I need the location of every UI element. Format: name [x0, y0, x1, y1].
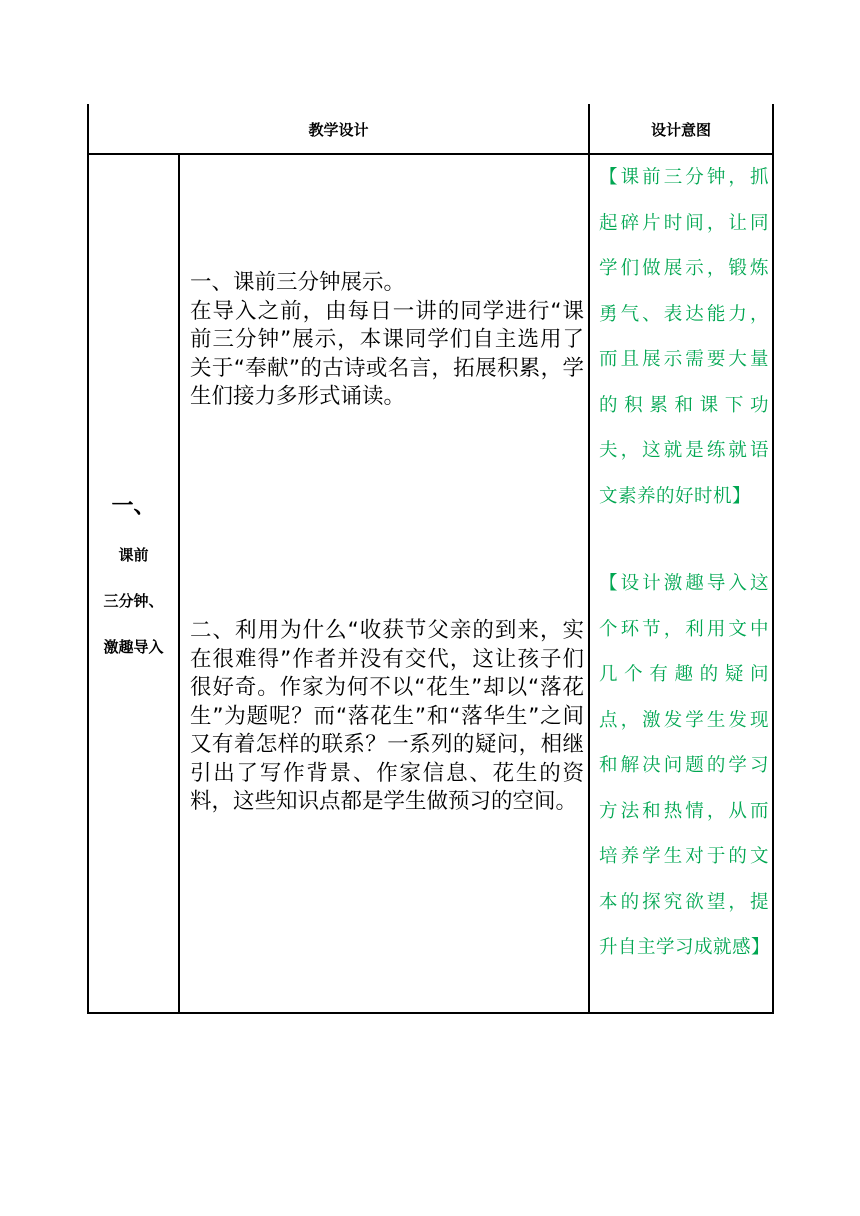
part1-body: 在导入之前，由每日一讲的同学进行“课前三分钟”展示，本课同学们自主选用了关于“奉献”的古诗或名言，拓展积累，学生们接力多形式诵读。 — [190, 298, 584, 409]
teaching-design-title: 教学设计 — [308, 120, 369, 139]
design-intent-title: 设计意图 — [650, 120, 711, 139]
table-bottom-border — [87, 1012, 774, 1014]
section-label-line3: 激趣导入 — [103, 638, 164, 656]
part1-heading: 一、课前三分钟展示。 — [190, 270, 406, 295]
table-right-border — [772, 104, 774, 1014]
part2-body: 二、利用为什么“收获节父亲的到来，实在很难得”作者并没有交代，这让孩子们很好奇。作家为何不以“花生”却以“落花生”为题呢？而“落花生”和“落华生”之间又有着怎样的联系？一系列的疑问，相继引出了写作背景、作家信息、花生的资料，这些知识点都是学生做预习的空间。 — [190, 618, 584, 814]
section-label-line2: 三分钟、 — [103, 592, 164, 610]
header-design-intent — [590, 104, 772, 154]
section-number: 一、 — [111, 494, 156, 519]
section-label — [88, 490, 179, 670]
intent-column-divider — [588, 104, 590, 1014]
header-teaching-design — [89, 104, 588, 154]
part2-block — [190, 617, 584, 817]
part1-block — [190, 269, 584, 412]
intent-note-2: 【设计激趣导入这个环节，利用文中几个有趣的疑问点，激发学生发现和解决问题的学习方法和热情，从而培养学生对于的文本的探究欲望，提升自主学习成就感】 — [599, 573, 771, 958]
intent-note-1: 【课前三分钟，抓起碎片时间，让同学们做展示，锻炼勇气、表达能力，而且展示需要大量的积累和课下功夫，这就是练就语文素养的好时机】 — [599, 167, 769, 507]
section-label-line1: 课前 — [118, 546, 149, 564]
